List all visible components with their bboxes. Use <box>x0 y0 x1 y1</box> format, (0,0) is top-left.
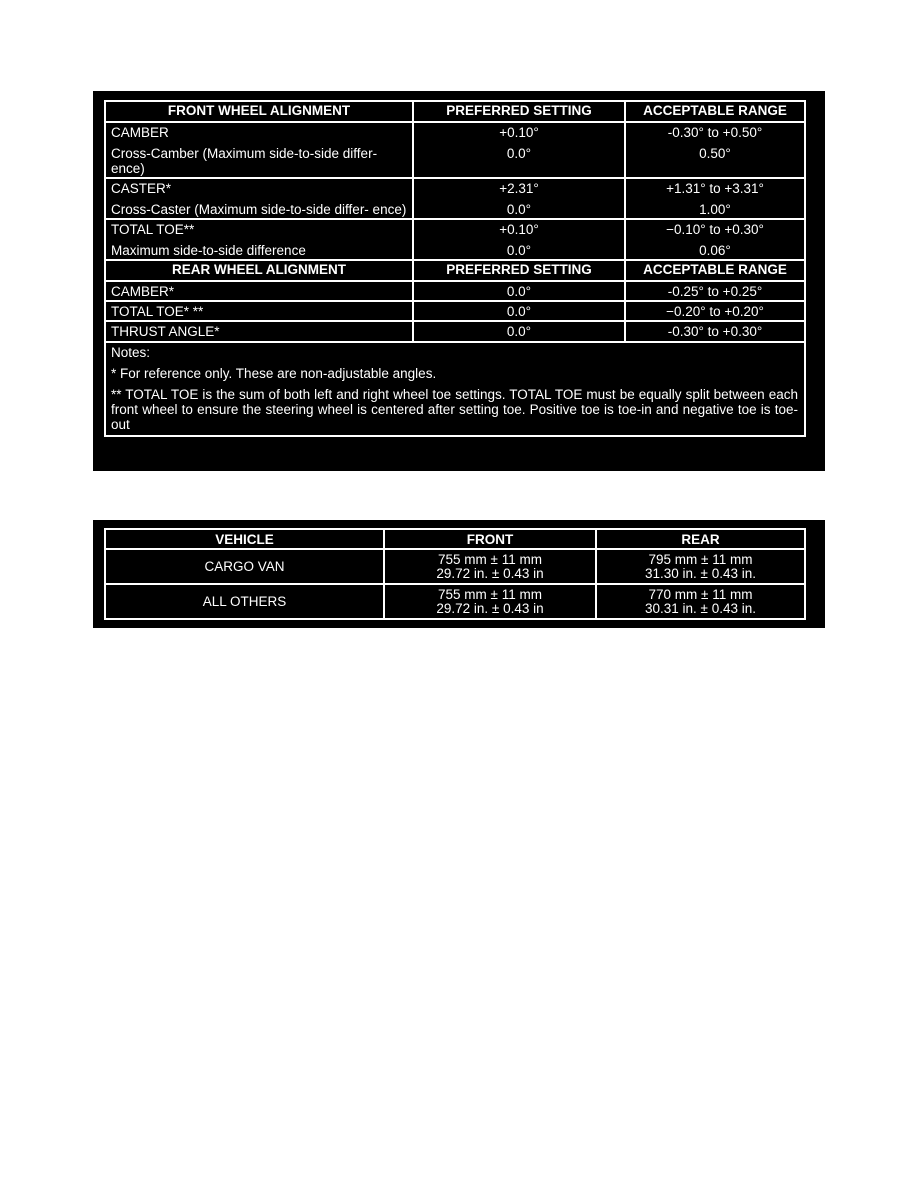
ride-height-panel <box>93 520 825 628</box>
range-value: 0.06° <box>699 243 731 258</box>
range-value: 1.00° <box>699 202 731 217</box>
ride-height-header-row <box>105 529 805 549</box>
preferred-value: 0.0° <box>506 202 532 217</box>
preferred-value: 0.0° <box>413 301 625 321</box>
param-label: Cross-Camber (Maximum side-to-side differ- ence) <box>111 146 378 176</box>
range-value: −0.10° to +0.30° <box>666 222 764 237</box>
rear-row-thrust-angle <box>105 321 805 342</box>
alignment-spec-panel <box>93 91 825 471</box>
range-value: -0.25° to +0.25° <box>625 281 805 301</box>
notes-cell <box>105 342 805 436</box>
range-value: 0.50° <box>699 146 731 161</box>
range-value: -0.30° to +0.50° <box>667 125 763 140</box>
preferred-value: 0.0° <box>413 281 625 301</box>
front-height-cell <box>384 549 596 584</box>
rear-row-camber <box>105 281 805 301</box>
front-header-range: ACCEPTABLE RANGE <box>625 101 805 122</box>
notes-heading: Notes: <box>111 345 151 360</box>
range-value: -0.30° to +0.30° <box>625 321 805 342</box>
range-cell <box>625 178 805 219</box>
ride-height-row-cargo-van <box>105 549 805 584</box>
notes-row <box>105 342 805 436</box>
rear-header-param: REAR WHEEL ALIGNMENT <box>105 260 413 281</box>
param-label: CASTER* <box>111 181 172 196</box>
rear-height-cell <box>596 549 805 584</box>
front-group-caster <box>105 178 805 219</box>
front-header-row <box>105 101 805 122</box>
note-double-asterisk: ** TOTAL TOE is the sum of both left and right wheel toe settings. TOTAL TOE must be equally split between each front wheel to ensure the steering wheel is centered after setting toe. Positive toe is toe-in and negative toe is toe-out <box>111 387 798 432</box>
range-value: −0.20° to +0.20° <box>625 301 805 321</box>
param-cell <box>105 122 413 178</box>
param-label: CAMBER <box>111 125 169 140</box>
param-cell <box>105 219 413 260</box>
rear-row-total-toe <box>105 301 805 321</box>
ride-height-table <box>104 528 806 620</box>
front-header-preferred: PREFERRED SETTING <box>413 101 625 122</box>
preferred-value: 0.0° <box>413 321 625 342</box>
param-cell <box>105 178 413 219</box>
front-height-in: 29.72 in. ± 0.43 in <box>436 565 544 581</box>
vehicle-name: ALL OTHERS <box>105 584 384 619</box>
header-front: FRONT <box>384 529 596 549</box>
preferred-value: 0.0° <box>506 243 532 258</box>
param-label: TOTAL TOE* ** <box>105 301 413 321</box>
param-label: TOTAL TOE** <box>111 222 195 237</box>
preferred-value: +2.31° <box>499 181 539 196</box>
preferred-value: 0.0° <box>506 146 532 161</box>
rear-height-in: 30.31 in. ± 0.43 in. <box>645 600 756 616</box>
rear-height-cell <box>596 584 805 619</box>
front-height-mm: 755 mm ± 11 mm <box>438 551 542 567</box>
preferred-value: +0.10° <box>499 222 539 237</box>
alignment-spec-table <box>104 100 806 437</box>
preferred-value: +0.10° <box>499 125 539 140</box>
rear-header-preferred: PREFERRED SETTING <box>413 260 625 281</box>
range-cell <box>625 219 805 260</box>
preferred-cell <box>413 178 625 219</box>
param-label: Cross-Caster (Maximum side-to-side differ- ence) <box>111 202 407 217</box>
param-label: Maximum side-to-side difference <box>111 243 306 258</box>
front-group-camber <box>105 122 805 178</box>
rear-header-row <box>105 260 805 281</box>
range-value: +1.31° to +3.31° <box>666 181 764 196</box>
front-height-mm: 755 mm ± 11 mm <box>438 586 542 602</box>
rear-height-mm: 795 mm ± 11 mm <box>648 551 753 567</box>
header-rear: REAR <box>596 529 805 549</box>
param-label: CAMBER* <box>105 281 413 301</box>
ride-height-row-all-others <box>105 584 805 619</box>
front-group-toe <box>105 219 805 260</box>
param-label: THRUST ANGLE* <box>105 321 413 342</box>
rear-height-mm: 770 mm ± 11 mm <box>648 586 753 602</box>
front-header-param: FRONT WHEEL ALIGNMENT <box>105 101 413 122</box>
front-height-in: 29.72 in. ± 0.43 in <box>436 600 544 616</box>
front-height-cell <box>384 584 596 619</box>
header-vehicle: VEHICLE <box>105 529 384 549</box>
range-cell <box>625 122 805 178</box>
note-single-asterisk: * For reference only. These are non-adjustable angles. <box>111 366 437 381</box>
vehicle-name: CARGO VAN <box>105 549 384 584</box>
rear-height-in: 31.30 in. ± 0.43 in. <box>645 565 756 581</box>
preferred-cell <box>413 122 625 178</box>
rear-header-range: ACCEPTABLE RANGE <box>625 260 805 281</box>
preferred-cell <box>413 219 625 260</box>
